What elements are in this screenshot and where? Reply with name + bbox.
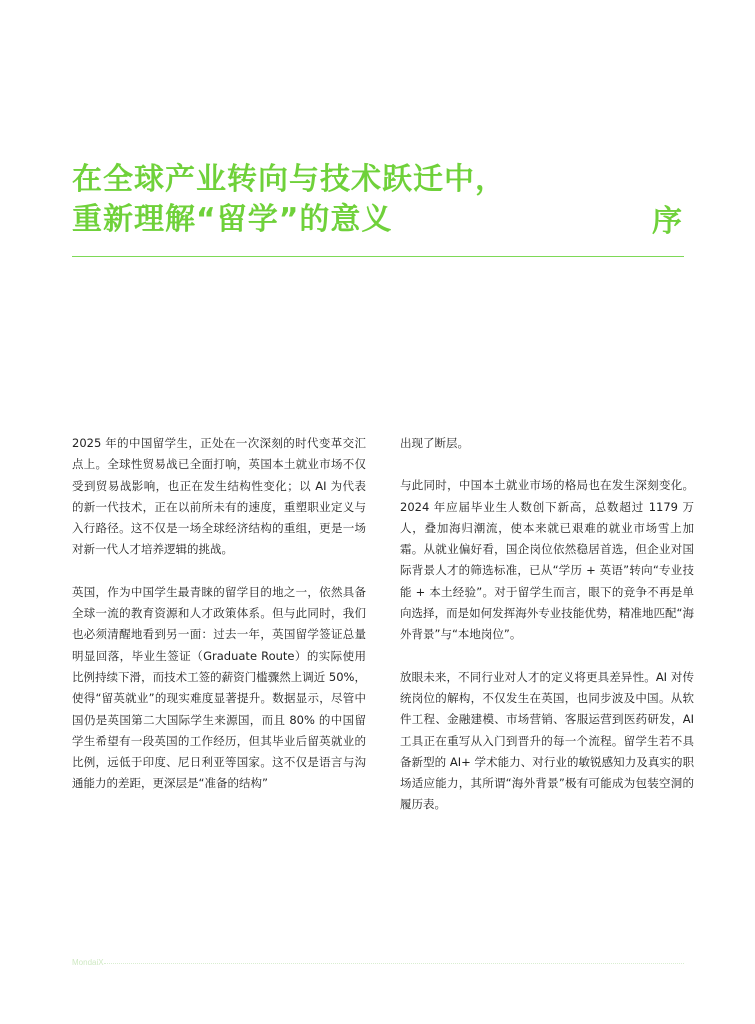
paragraph: 与此同时，中国本土就业市场的格局也在发生深刻变化。2024 年应届毕业生人数创下新高，总数超过 1179 万人，叠加海归潮流，使本来就已艰难的就业市场雪上加霜。从就业偏好看，国企岗位依然稳居首选，但企业对国际背景人才的筛选标准，已从“学历 + 英语”转向“专业技能 + 本土经验”。对于留学生而言，眼下的竞争不再是单向选择，而是如何发挥海外专业技能优势，精准地匹配“海外背景”与“本地岗位”。: [400, 478, 694, 642]
footer-brand-label: MondaiX: [72, 958, 104, 967]
footer-divider: [104, 963, 684, 964]
paragraph: 2025 年的中国留学生，正处在一次深刻的时代变革交汇点上。全球性贸易战已全面打响，英国本土就业市场不仅受到贸易战影响，也正在发生结构性变化；以 AI 为代表的新一代技术，正在以前所未有的速度，重塑职业定义与入行路径。这不仅是一场全球经济结构的重组，更是一场对新一代人才培养逻辑的挑战。: [72, 436, 366, 557]
title-line-1: 在全球产业转向与技术跃迁中，: [72, 162, 506, 197]
title-divider: [72, 256, 684, 257]
paragraph: 出现了断层。: [400, 436, 469, 450]
title-line-2: 重新理解“留学”的意义: [72, 202, 393, 237]
right-column: [400, 433, 694, 837]
paragraph: 英国，作为中国学生最青睐的留学目的地之一，依然具备全球一流的教育资源和人才政策体系。但与此同时，我们也必须清醒地看到另一面：过去一年，英国留学签证总量明显回落，毕业生签证（Graduate Route）的实际使用比例持续下滑，而技术工签的薪资门槛骤然上调近 50%，使得“留英就业”的现实难度显著提升。数据显示，尽管中国仍是英国第二大国际学生来源国，而且 80% 的中国留学生希望有一段英国的工作经历，但其毕业后留英就业的比例，远低于印度、尼日利亚等国家。这不仅是语言与沟通能力的差距，更深层是“准备的结构”: [72, 584, 366, 791]
paragraph: 放眼未来，不同行业对人才的定义将更具差异性。AI 对传统岗位的解构，不仅发生在英国，也同步波及中国。从软件工程、金融建模、市场营销、客服运营到医药研发，AI 工具正在重写从入门到晋升的每一个流程。留学生若不具备新型的 AI+ 学术能力、对行业的敏锐感知力及真实的职场适应能力，其所谓“海外背景”极有可能成为包装空洞的履历表。: [400, 669, 694, 812]
left-column: [72, 433, 366, 816]
section-label: 序: [652, 204, 682, 239]
page-title: [72, 160, 632, 240]
